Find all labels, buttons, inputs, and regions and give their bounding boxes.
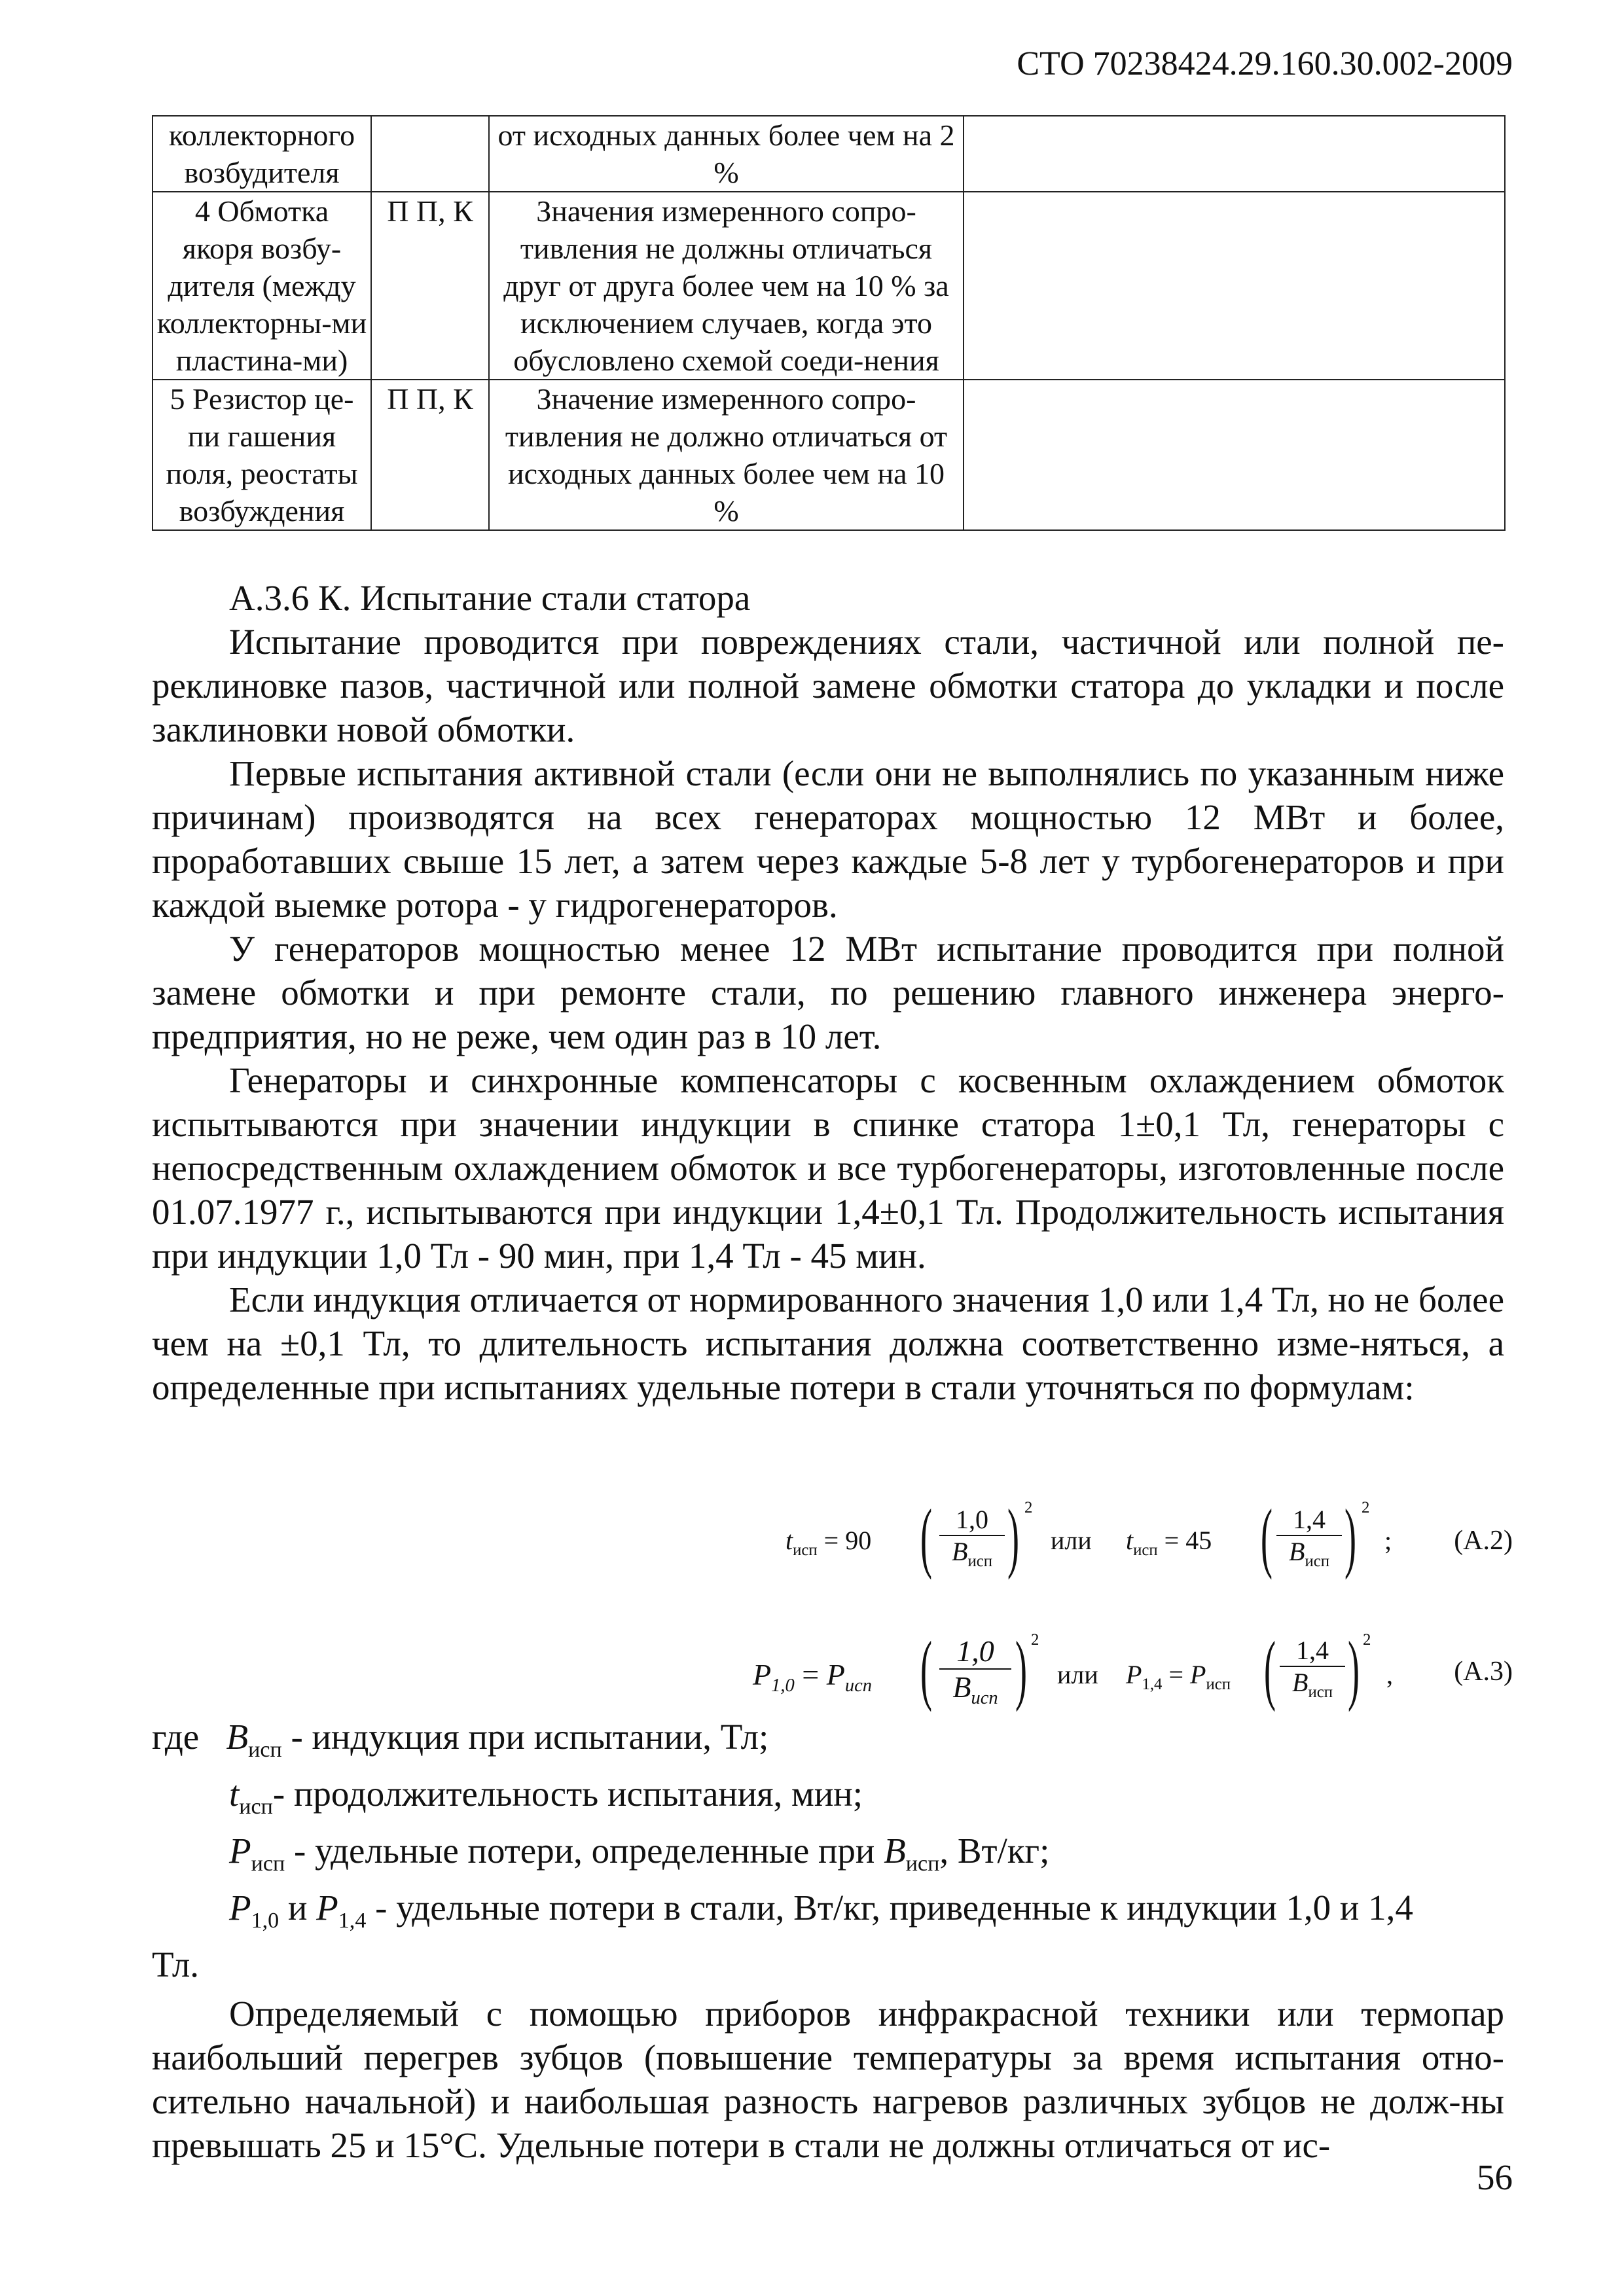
formula-constant: 45 [1185,1526,1212,1555]
definition-line [152,1829,1504,1886]
definition-line: Тл. [152,1945,200,1984]
table-cell [371,116,489,192]
paragraph: У генераторов мощностью менее 12 МВт испытание проводится при полной замене обмотки и при ремонте стали, по решению главного инженера энерго-предприятия, но не реже, чем один раз в 10 лет. [152,929,1504,1056]
definition-subscript: исп [905,1852,940,1876]
section-heading: А.3.6 К. Испытание стали статора [229,578,751,618]
paragraph: Генераторы и синхронные компенсаторы с косвенным охлаждением обмоток испытываются при значении индукции в спинке статора 1±0,1 Тл, генераторы с непосредственным охлаждением обмоток и все турбогенераторы, изготовленные после 01.07.1977 г., испытываются при индукции 1,4±0,1 Тл. Продолжительность испытания при индукции 1,0 Тл - 90 мин, при 1,4 Тл - 45 мин. [152,1060,1504,1276]
equation-number: (А.3) [1454,1657,1513,1687]
table-cell [964,116,1505,192]
definition-text: - индукция при испытании, Тл; [281,1717,769,1757]
table-row [153,116,1505,192]
table-cell: П П, К [371,380,489,530]
variable-definitions [152,1715,1504,2167]
definition-text: - удельные потери в стали, Вт/кг, приведенные к индукции 1,0 и 1,4 [366,1888,1413,1928]
formula-symbol: B [952,1537,968,1566]
definition-symbol: t [229,1774,240,1814]
formula-exponent: 2 [1362,1499,1370,1516]
table-cell: 4 Обмотка якоря возбу-дителя (между коллекторны-ми пластина-ми) [153,192,371,380]
formula-fraction [939,1634,1011,1709]
formula-operator: = [1168,1660,1183,1689]
formula-exponent: 2 [1024,1499,1033,1516]
fraction-numerator: 1,4 [1280,1635,1345,1667]
formula-a2: $t_{исп} = 90$ ( 1,0 $B_{исп}$ ) 2 или $t_{исп} = 45$ ( 1,4 $B_{исп}$ ) 2 ; [785,1493,1392,1580]
where-label: где [152,1717,200,1757]
formula-punctuation: ; [1384,1526,1392,1555]
formula-conjunction: или [1057,1660,1098,1689]
definition-symbol: P [229,1831,251,1871]
definition-symbol: B [884,1831,906,1871]
table-cell: Значение измеренного сопро-тивления не должно отличаться от исходных данных более чем на 10 % [489,380,964,530]
formula-subscript: исп [793,1541,818,1559]
table-cell [964,192,1505,380]
formula-symbol: B [952,1670,971,1704]
table-cell: 5 Резистор це-пи гашения поля, реостаты возбуждения [153,380,371,530]
section-body [152,576,1504,1409]
table-cell: от исходных данных более чем на 2 % [489,116,964,192]
formula-symbol: P [826,1658,845,1691]
formula-a3: $P_{1,0} = P_{исп}$ ( 1,0 $B_{исп}$ ) 2 или $P_{1,4} = P_{исп}$ ( 1,4 $B_{исп}$ ) 2 , [753,1625,1393,1712]
formula-fraction [1276,1504,1342,1571]
formula-subscript: исп [844,1676,873,1696]
formula-symbol: B [1292,1668,1308,1697]
definition-subscript: исп [239,1795,273,1819]
formula-exponent: 2 [1031,1631,1039,1649]
formula-subscript: 1,0 [771,1676,795,1696]
definition-line [152,1715,1504,1772]
equation-number: (А.2) [1454,1526,1513,1556]
formula-subscript: 1,4 [1142,1676,1163,1693]
fraction-numerator: 1,0 [939,1504,1005,1536]
definition-line [152,1772,1504,1829]
definition-symbol: P [316,1888,338,1928]
paragraph: Первые испытания активной стали (если они не выполнялись по указанным ниже причинам) производятся на всех генераторах мощностью 12 МВт и более, проработавших свыше 15 лет, а затем через каждые 5-8 лет у турбогенераторов и при каждой выемке ротора - у гидрогенераторов. [152,753,1504,925]
definition-subscript: исп [248,1738,282,1762]
formula-operator: = [823,1526,839,1555]
definition-subscript: 1,4 [338,1909,367,1933]
formula-subscript: исп [967,1552,992,1570]
formula-symbol: t [785,1526,793,1555]
definition-text: - продолжительность испытания, мин; [272,1774,863,1814]
formula-conjunction: или [1051,1526,1092,1555]
document-code: СТО 70238424.29.160.30.002-2009 [1017,45,1513,82]
formula-constant: 90 [845,1526,872,1555]
formula-fraction [939,1504,1005,1571]
formula-symbol: t [1126,1526,1134,1555]
formula-subscript: исп [971,1688,998,1709]
table-cell: коллекторного возбудителя [153,116,371,192]
table-cell: Значения измеренного сопро-тивления не должны отличаться друг от друга более чем на 10 % за исключением случаев, когда это обусловлено схемой соеди-нения [489,192,964,380]
formula-subscript: исп [1308,1683,1333,1701]
formula-subscript: исп [1206,1676,1231,1693]
fraction-numerator: 1,0 [939,1634,1011,1670]
definition-subscript: 1,0 [251,1909,280,1933]
definition-symbol: B [226,1717,249,1757]
table-cell [964,380,1505,530]
definition-text: , Вт/кг; [939,1831,1050,1871]
definition-symbol: P [229,1888,251,1928]
definition-subscript: исп [251,1852,285,1876]
formula-subscript: исп [1133,1541,1158,1559]
paragraph: Если индукция отличается от нормированного значения 1,0 или 1,4 Тл, но не более чем на ±0,1 Тл, то длительность испытания должна соответственно изме-няться, а определенные при испытаниях удельные потери в стали уточняться по формулам: [152,1280,1504,1407]
formula-exponent: 2 [1363,1631,1371,1649]
spec-table [152,115,1506,531]
formula-symbol: B [1289,1537,1305,1566]
formula-symbol: P [753,1658,772,1691]
formula-operator: = [1164,1526,1180,1555]
formula-punctuation: , [1386,1660,1393,1689]
fraction-numerator: 1,4 [1276,1504,1342,1536]
table-cell: П П, К [371,192,489,380]
definition-text: - удельные потери, определенные при [285,1831,884,1871]
page-number: 56 [1477,2157,1513,2197]
definition-line [152,1886,1504,1943]
formula-fraction [1280,1635,1345,1702]
definition-text: и [279,1888,317,1928]
table-row [153,380,1505,530]
table-row [153,192,1505,380]
paragraph: Испытание проводится при повреждениях стали, частичной или полной пе-реклиновке пазов, частичной или полной замене обмотки статора до укладки и после заклиновки новой обмотки. [152,622,1504,749]
formula-subscript: исп [1305,1552,1329,1570]
formula-operator: = [802,1658,820,1691]
formula-symbol: P [1126,1660,1142,1689]
paragraph: Определяемый с помощью приборов инфракрасной техники или термопар наибольший перегрев зубцов (повышение температуры за время испытания отно-сительно начальной) и наибольшая разность нагревов различных зубцов не долж-ны превышать 25 и 15°С. Удельные потери в стали не должны отличаться от ис- [152,1994,1504,2165]
formula-symbol: P [1190,1660,1206,1689]
